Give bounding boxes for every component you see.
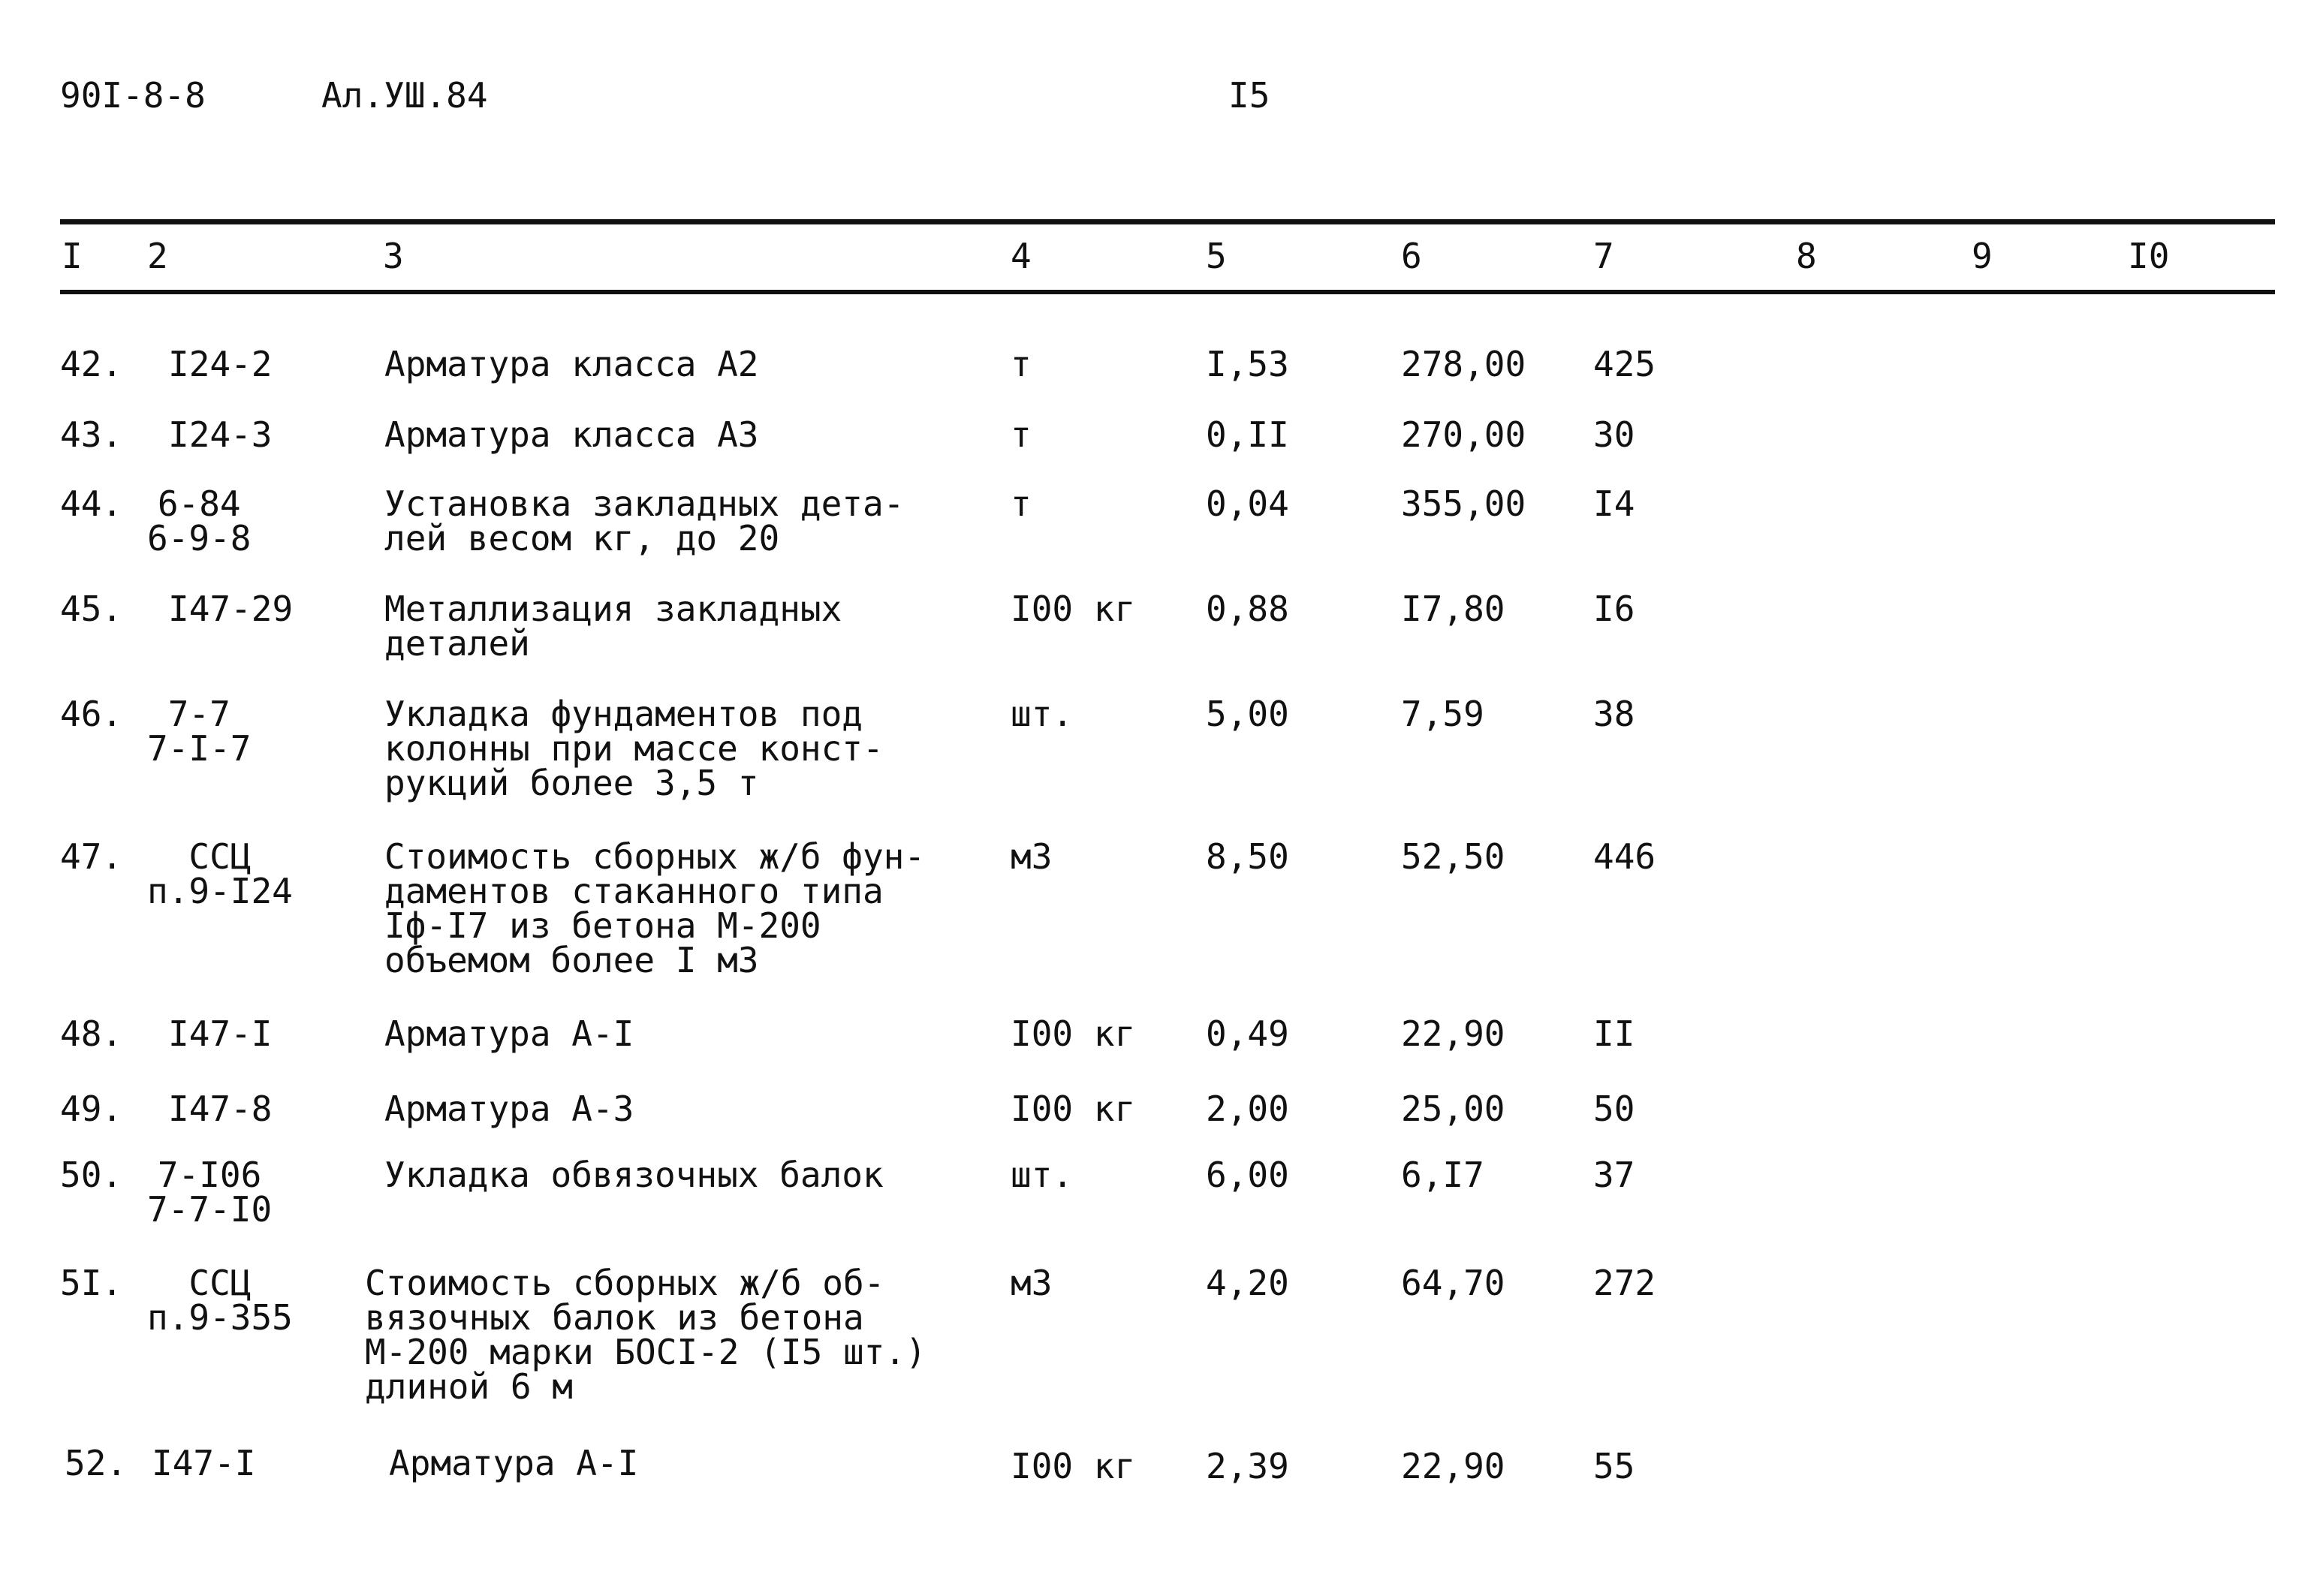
- column-header: 6: [1401, 236, 1422, 276]
- row-unit: т: [1011, 483, 1032, 524]
- document-code: 90I-8-8: [60, 75, 206, 116]
- row-quantity: 2,39: [1206, 1446, 1289, 1486]
- row-name: Стоимость сборных ж/б фун- даментов стаканного типа Iф-I7 из бетона М-200 объемом более I м3: [384, 836, 926, 980]
- row-total: 30: [1593, 414, 1635, 455]
- row-number: 47.: [60, 836, 123, 877]
- row-unit: I00 кг: [1011, 1089, 1136, 1129]
- row-name: Установка закладных дета- лей весом кг, до 20: [384, 483, 905, 559]
- row-code: ССЦ п.9-I24: [147, 836, 293, 911]
- row-unit: т: [1011, 414, 1032, 455]
- row-quantity: 2,00: [1206, 1089, 1289, 1129]
- row-price: 6,I7: [1401, 1155, 1484, 1195]
- column-header: 7: [1593, 236, 1614, 276]
- row-price: 22,90: [1401, 1013, 1505, 1054]
- row-name: Стоимость сборных ж/б об- вязочных балок из бетона М-200 марки БОСI-2 (I5 шт.) длиной 6 м: [365, 1263, 927, 1407]
- row-quantity: 0,04: [1206, 483, 1289, 524]
- row-unit: шт.: [1011, 1155, 1074, 1195]
- row-total: 425: [1593, 344, 1656, 384]
- row-total: I4: [1593, 483, 1635, 524]
- row-number: 49.: [60, 1089, 123, 1129]
- row-price: 7,59: [1401, 694, 1484, 734]
- row-number: 50.: [60, 1155, 123, 1195]
- row-quantity: 4,20: [1206, 1263, 1289, 1303]
- row-number: 43.: [60, 414, 123, 455]
- row-number: 5I.: [60, 1263, 123, 1303]
- row-quantity: 8,50: [1206, 836, 1289, 877]
- table-header-rule: [60, 290, 2275, 294]
- row-name: Арматура класса А2: [384, 344, 759, 384]
- column-header: I: [62, 236, 83, 276]
- row-number: 52.: [65, 1443, 128, 1483]
- row-price: I7,80: [1401, 589, 1505, 629]
- column-header: I0: [2128, 236, 2170, 276]
- row-number: 45.: [60, 589, 123, 629]
- row-name: Арматура класса А3: [384, 414, 759, 455]
- row-name: Металлизация закладных деталей: [384, 589, 842, 664]
- row-unit: I00 кг: [1011, 1446, 1136, 1486]
- row-name: Арматура А-I: [389, 1443, 639, 1483]
- column-header: 8: [1796, 236, 1817, 276]
- row-code: 7-7 7-I-7: [147, 694, 252, 769]
- column-header: 9: [1972, 236, 1993, 276]
- row-unit: I00 кг: [1011, 589, 1136, 629]
- row-total: 50: [1593, 1089, 1635, 1129]
- row-quantity: 6,00: [1206, 1155, 1289, 1195]
- row-code: 7-I06 7-7-I0: [147, 1155, 273, 1230]
- row-code: I47-8: [168, 1089, 273, 1129]
- row-price: 270,00: [1401, 414, 1526, 455]
- row-code: I24-3: [168, 414, 273, 455]
- table-top-rule: [60, 219, 2275, 224]
- row-unit: м3: [1011, 836, 1053, 877]
- row-total: 38: [1593, 694, 1635, 734]
- page-number: I5: [1228, 75, 1270, 116]
- row-price: 278,00: [1401, 344, 1526, 384]
- column-header: 2: [147, 236, 168, 276]
- row-number: 48.: [60, 1013, 123, 1054]
- row-unit: т: [1011, 344, 1032, 384]
- row-unit: м3: [1011, 1263, 1053, 1303]
- row-total: 272: [1593, 1263, 1656, 1303]
- row-quantity: 0,II: [1206, 414, 1289, 455]
- album-code: Ал.УШ.84: [321, 75, 488, 116]
- row-total: 55: [1593, 1446, 1635, 1486]
- row-quantity: 0,49: [1206, 1013, 1289, 1054]
- row-code: I24-2: [168, 344, 273, 384]
- row-code: I47-29: [168, 589, 294, 629]
- row-name: Арматура А-3: [384, 1089, 634, 1129]
- row-price: 22,90: [1401, 1446, 1505, 1486]
- column-header: 4: [1011, 236, 1032, 276]
- row-quantity: I,53: [1206, 344, 1289, 384]
- row-unit: шт.: [1011, 694, 1074, 734]
- row-quantity: 5,00: [1206, 694, 1289, 734]
- row-number: 42.: [60, 344, 123, 384]
- row-total: 446: [1593, 836, 1656, 877]
- row-price: 64,70: [1401, 1263, 1505, 1303]
- row-name: Укладка фундаментов под колонны при массе конст- рукций более 3,5 т: [384, 694, 884, 803]
- row-code: I47-I: [152, 1443, 256, 1483]
- row-quantity: 0,88: [1206, 589, 1289, 629]
- row-price: 355,00: [1401, 483, 1526, 524]
- row-total: 37: [1593, 1155, 1635, 1195]
- row-code: I47-I: [168, 1013, 273, 1054]
- row-number: 46.: [60, 694, 123, 734]
- row-price: 52,50: [1401, 836, 1505, 877]
- row-code: ССЦ п.9-355: [147, 1263, 293, 1338]
- row-name: Укладка обвязочных балок: [384, 1155, 884, 1195]
- row-total: II: [1593, 1013, 1635, 1054]
- column-header: 5: [1206, 236, 1227, 276]
- row-price: 25,00: [1401, 1089, 1505, 1129]
- row-code: 6-84 6-9-8: [147, 483, 252, 559]
- row-total: I6: [1593, 589, 1635, 629]
- row-number: 44.: [60, 483, 123, 524]
- row-unit: I00 кг: [1011, 1013, 1136, 1054]
- column-header: 3: [383, 236, 404, 276]
- row-name: Арматура А-I: [384, 1013, 634, 1054]
